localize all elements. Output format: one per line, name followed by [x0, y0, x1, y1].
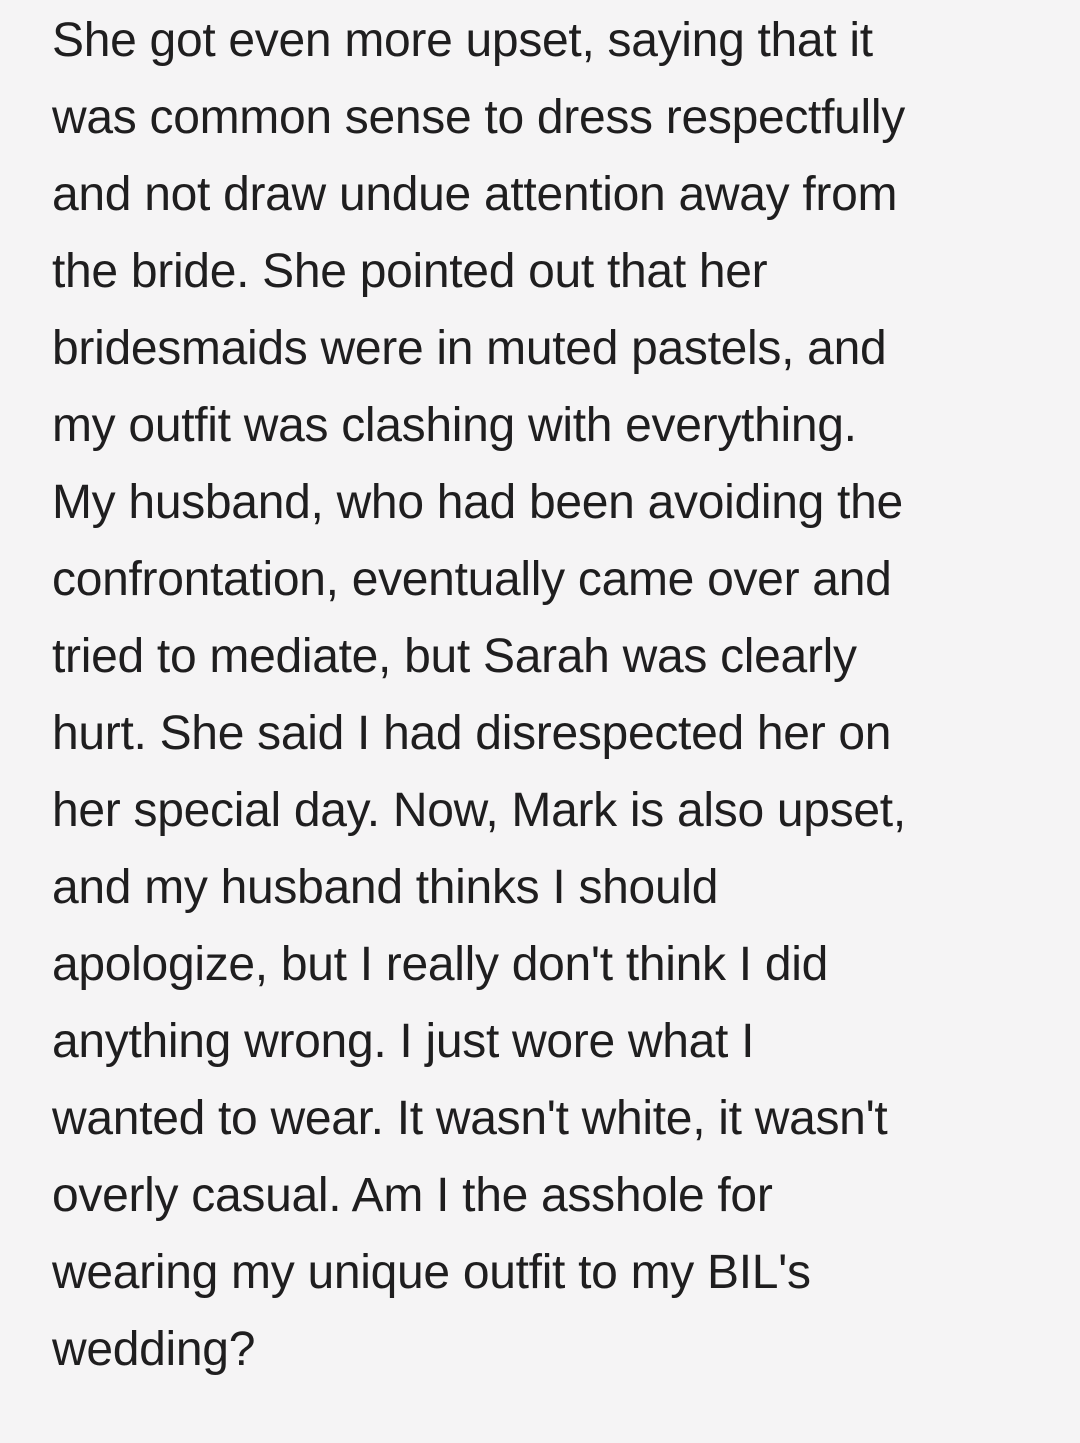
text-line: wedding? — [52, 1323, 256, 1376]
text-line: bridesmaids were in muted pastels, and — [52, 322, 887, 375]
text-line: wearing my unique outfit to my BIL's — [52, 1246, 811, 1299]
text-line: She got even more upset, saying that it — [52, 14, 873, 67]
text-line: wanted to wear. It wasn't white, it wasn't — [52, 1092, 888, 1145]
text-line: anything wrong. I just wore what I — [52, 1015, 755, 1068]
text-line: her special day. Now, Mark is also upset, — [52, 784, 906, 837]
text-line: and not draw undue attention away from — [52, 168, 898, 221]
text-line: and my husband thinks I should — [52, 861, 719, 914]
text-line: was common sense to dress respectfully — [52, 91, 905, 144]
text-line: tried to mediate, but Sarah was clearly — [52, 630, 857, 683]
text-line: the bride. She pointed out that her — [52, 245, 768, 298]
text-line: confrontation, eventually came over and — [52, 553, 892, 606]
text-line: apologize, but I really don't think I did — [52, 938, 829, 991]
text-line: my outfit was clashing with everything. — [52, 399, 857, 452]
text-line: My husband, who had been avoiding the — [52, 476, 903, 529]
text-line: overly casual. Am I the asshole for — [52, 1169, 773, 1222]
text-line: hurt. She said I had disrespected her on — [52, 707, 892, 760]
